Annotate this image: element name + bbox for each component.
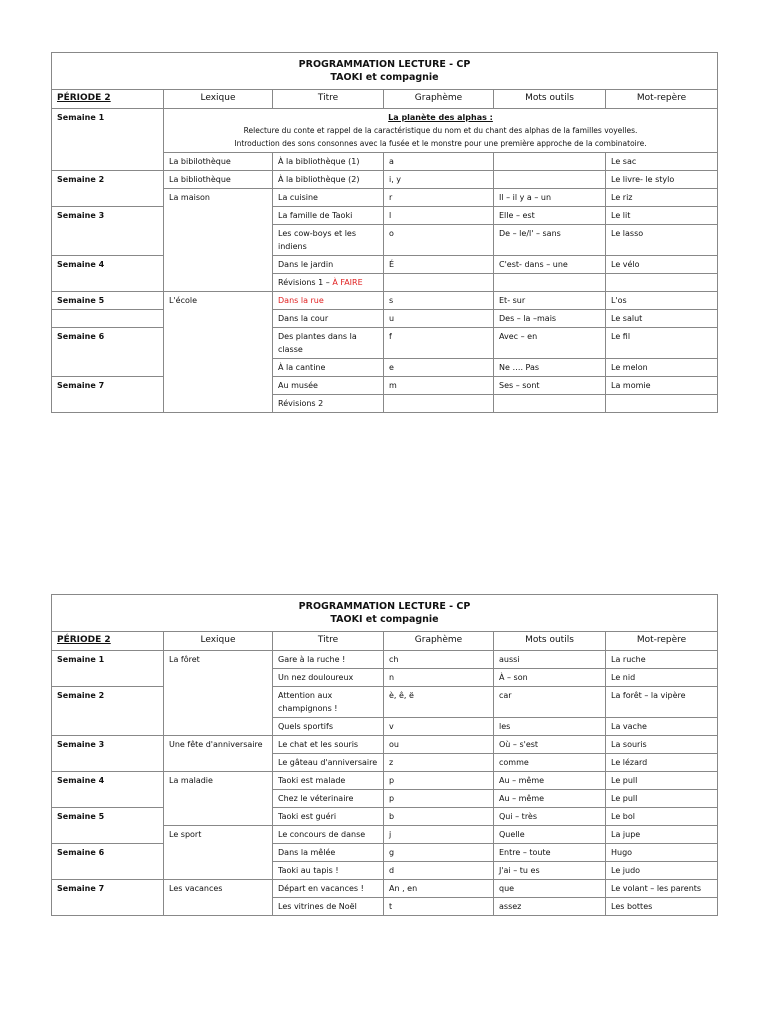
week-cell: Semaine 6 [52,328,164,377]
title-line-1: PROGRAMMATION LECTURE - CP [298,59,471,70]
mots-cell [494,171,606,189]
repere-cell: Le melon [606,359,718,377]
title-line-2: TAOKI et compagnie [330,614,439,625]
repere-cell [606,395,718,413]
grapheme-cell: j [384,826,494,844]
titre-cell: Un nez douloureux [273,669,384,687]
header-periode: PÉRIODE 2 [52,632,164,651]
titre-cell: Au musée [273,377,384,395]
week-cell: Semaine 4 [52,772,164,808]
grapheme-cell: i, y [384,171,494,189]
repere-cell: Le judo [606,862,718,880]
week-cell: Semaine 1 [52,651,164,687]
header-titre: Titre [273,90,384,109]
repere-cell: Le vélo [606,256,718,274]
repere-cell: Le nid [606,669,718,687]
repere-cell [606,274,718,292]
repere-cell: La momie [606,377,718,395]
header-mot-repere: Mot-repère [606,632,718,651]
lexique-cell: La fôret [164,651,273,736]
repere-cell: Les bottes [606,898,718,916]
week-cell: Semaine 4 [52,256,164,292]
table-row [52,292,718,310]
grapheme-cell [384,274,494,292]
revisions-label: Révisions 1 – [278,278,333,287]
grapheme-cell: r [384,189,494,207]
repere-cell: Le lasso [606,225,718,256]
repere-cell: La vache [606,718,718,736]
mots-cell: que [494,880,606,898]
grapheme-cell: l [384,207,494,225]
lexique-cell: La bibliothèque [164,171,273,189]
titre-cell: Dans la rue [273,292,384,310]
program-table-2 [51,594,718,916]
table-row [52,844,718,862]
grapheme-cell: f [384,328,494,359]
titre-cell: À la bibliothèque (2) [273,171,384,189]
mots-cell: Avec – en [494,328,606,359]
repere-cell: La forêt – la vipère [606,687,718,718]
table-row [52,880,718,898]
grapheme-cell: g [384,844,494,862]
mots-cell: Il – il y a – un [494,189,606,207]
titre-cell: Dans le jardin [273,256,384,274]
repere-cell: Le pull [606,790,718,808]
grapheme-cell: o [384,225,494,256]
titre-cell: Dans la mêlée [273,844,384,862]
repere-cell: Le salut [606,310,718,328]
mots-cell: car [494,687,606,718]
header-row [52,90,718,109]
grapheme-cell: An , en [384,880,494,898]
mots-cell: J'ai – tu es [494,862,606,880]
header-mot-repere: Mot-repère [606,90,718,109]
grapheme-cell: s [384,292,494,310]
header-lexique: Lexique [164,90,273,109]
title-line-1: PROGRAMMATION LECTURE - CP [298,601,471,612]
repere-cell: Le livre- le stylo [606,171,718,189]
week-cell-empty [52,310,164,328]
mots-cell: C'est- dans – une [494,256,606,274]
mots-cell: aussi [494,651,606,669]
grapheme-cell: É [384,256,494,274]
grapheme-cell: b [384,808,494,826]
table-row [52,687,718,718]
mots-cell [494,153,606,171]
titre-cell: Des plantes dans la classe [273,328,384,359]
repere-cell: Le volant – les parents [606,880,718,898]
table-row [52,109,718,153]
grapheme-cell: n [384,669,494,687]
grapheme-cell: v [384,718,494,736]
repere-cell: Le riz [606,189,718,207]
mots-cell: Ses – sont [494,377,606,395]
table-row [52,651,718,669]
week-cell: Semaine 5 [52,808,164,844]
repere-cell: Le sac [606,153,718,171]
header-grapheme: Graphème [384,632,494,651]
grapheme-cell: m [384,377,494,395]
titre-cell: À la cantine [273,359,384,377]
titre-cell: Gare à la ruche ! [273,651,384,669]
grapheme-cell: ou [384,736,494,754]
mots-cell: comme [494,754,606,772]
mots-cell: Au – même [494,772,606,790]
titre-cell: Les cow-boys et les indiens [273,225,384,256]
repere-cell: La jupe [606,826,718,844]
mots-cell: Au – même [494,790,606,808]
mots-cell: Quelle [494,826,606,844]
titre-cell: Chez le véterinaire [273,790,384,808]
titre-cell: Départ en vacances ! [273,880,384,898]
grapheme-cell: d [384,862,494,880]
mots-cell: Où – s'est [494,736,606,754]
week-cell: Semaine 5 [52,292,164,310]
grapheme-cell: p [384,790,494,808]
grapheme-cell: ch [384,651,494,669]
repere-cell: La ruche [606,651,718,669]
lexique-cell: Une fête d'anniversaire [164,736,273,772]
titre-cell: Taoki est malade [273,772,384,790]
mots-cell: Entre – toute [494,844,606,862]
todo-label: À FAIRE [332,278,363,287]
header-mots-outils: Mots outils [494,90,606,109]
lexique-cell: La maladie [164,772,273,826]
titre-cell: La famille de Taoki [273,207,384,225]
title-line-2: TAOKI et compagnie [330,72,439,83]
titre-cell: Attention aux champignons ! [273,687,384,718]
table-row [52,207,718,225]
mots-cell [494,274,606,292]
lexique-cell: Les vacances [164,880,273,916]
table-title [52,53,718,90]
titre-cell: Quels sportifs [273,718,384,736]
program-table-1 [51,52,718,413]
intro-line-1: Relecture du conte et rappel de la caractéristique du nom et du chant des alphas de la familles voyelles. [243,126,638,135]
titre-cell: À la bibliothèque (1) [273,153,384,171]
table-row [52,310,718,328]
mots-cell: À – son [494,669,606,687]
week-cell: Semaine 2 [52,171,164,207]
header-lexique: Lexique [164,632,273,651]
repere-cell: L'os [606,292,718,310]
lexique-cell: Le sport [164,826,273,880]
week-cell: Semaine 3 [52,207,164,256]
titre-cell: Taoki est guéri [273,808,384,826]
mots-cell: Ne …. Pas [494,359,606,377]
titre-cell: Dans la cour [273,310,384,328]
mots-cell: Elle – est [494,207,606,225]
mots-cell: De – le/l' – sans [494,225,606,256]
mots-cell: les [494,718,606,736]
header-titre: Titre [273,632,384,651]
repere-cell: Le lézard [606,754,718,772]
grapheme-cell: è, ê, ë [384,687,494,718]
titre-cell: Le chat et les souris [273,736,384,754]
table-row [52,377,718,395]
header-row [52,632,718,651]
lexique-cell: La maison [164,189,273,292]
table-row [52,256,718,274]
table-row [52,772,718,790]
titre-cell [273,274,384,292]
titre-cell: Taoki au tapis ! [273,862,384,880]
grapheme-cell [384,395,494,413]
grapheme-cell: a [384,153,494,171]
repere-cell: Le lit [606,207,718,225]
lexique-cell: La bibilothèque [164,153,273,171]
repere-cell: Le pull [606,772,718,790]
titre-cell: La cuisine [273,189,384,207]
table-title [52,595,718,632]
intro-line-2: Introduction des sons consonnes avec la fusée et le monstre pour une première approche de la combinatoire. [234,139,647,148]
table-row [52,808,718,826]
table-row [52,171,718,189]
mots-cell [494,395,606,413]
grapheme-cell: z [384,754,494,772]
week-cell: Semaine 3 [52,736,164,772]
grapheme-cell: p [384,772,494,790]
week-cell: Semaine 7 [52,377,164,413]
grapheme-cell: t [384,898,494,916]
header-mots-outils: Mots outils [494,632,606,651]
week-cell: Semaine 1 [52,109,164,171]
lexique-cell: L'école [164,292,273,413]
titre-cell: Révisions 2 [273,395,384,413]
grapheme-cell: e [384,359,494,377]
mots-cell: Et- sur [494,292,606,310]
header-periode: PÉRIODE 2 [52,90,164,109]
week-cell: Semaine 6 [52,844,164,880]
grapheme-cell: u [384,310,494,328]
week-cell: Semaine 7 [52,880,164,916]
table-row [52,736,718,754]
repere-cell: Hugo [606,844,718,862]
intro-title: La planète des alphas : [388,113,493,122]
header-grapheme: Graphème [384,90,494,109]
table-row [52,328,718,359]
repere-cell: La souris [606,736,718,754]
repere-cell: Le fil [606,328,718,359]
titre-cell: Le gâteau d'anniversaire [273,754,384,772]
week-cell: Semaine 2 [52,687,164,736]
titre-cell: Les vitrines de Noël [273,898,384,916]
titre-cell: Le concours de danse [273,826,384,844]
intro-cell [164,109,718,153]
repere-cell: Le bol [606,808,718,826]
mots-cell: assez [494,898,606,916]
mots-cell: Qui – très [494,808,606,826]
mots-cell: Des – la –mais [494,310,606,328]
